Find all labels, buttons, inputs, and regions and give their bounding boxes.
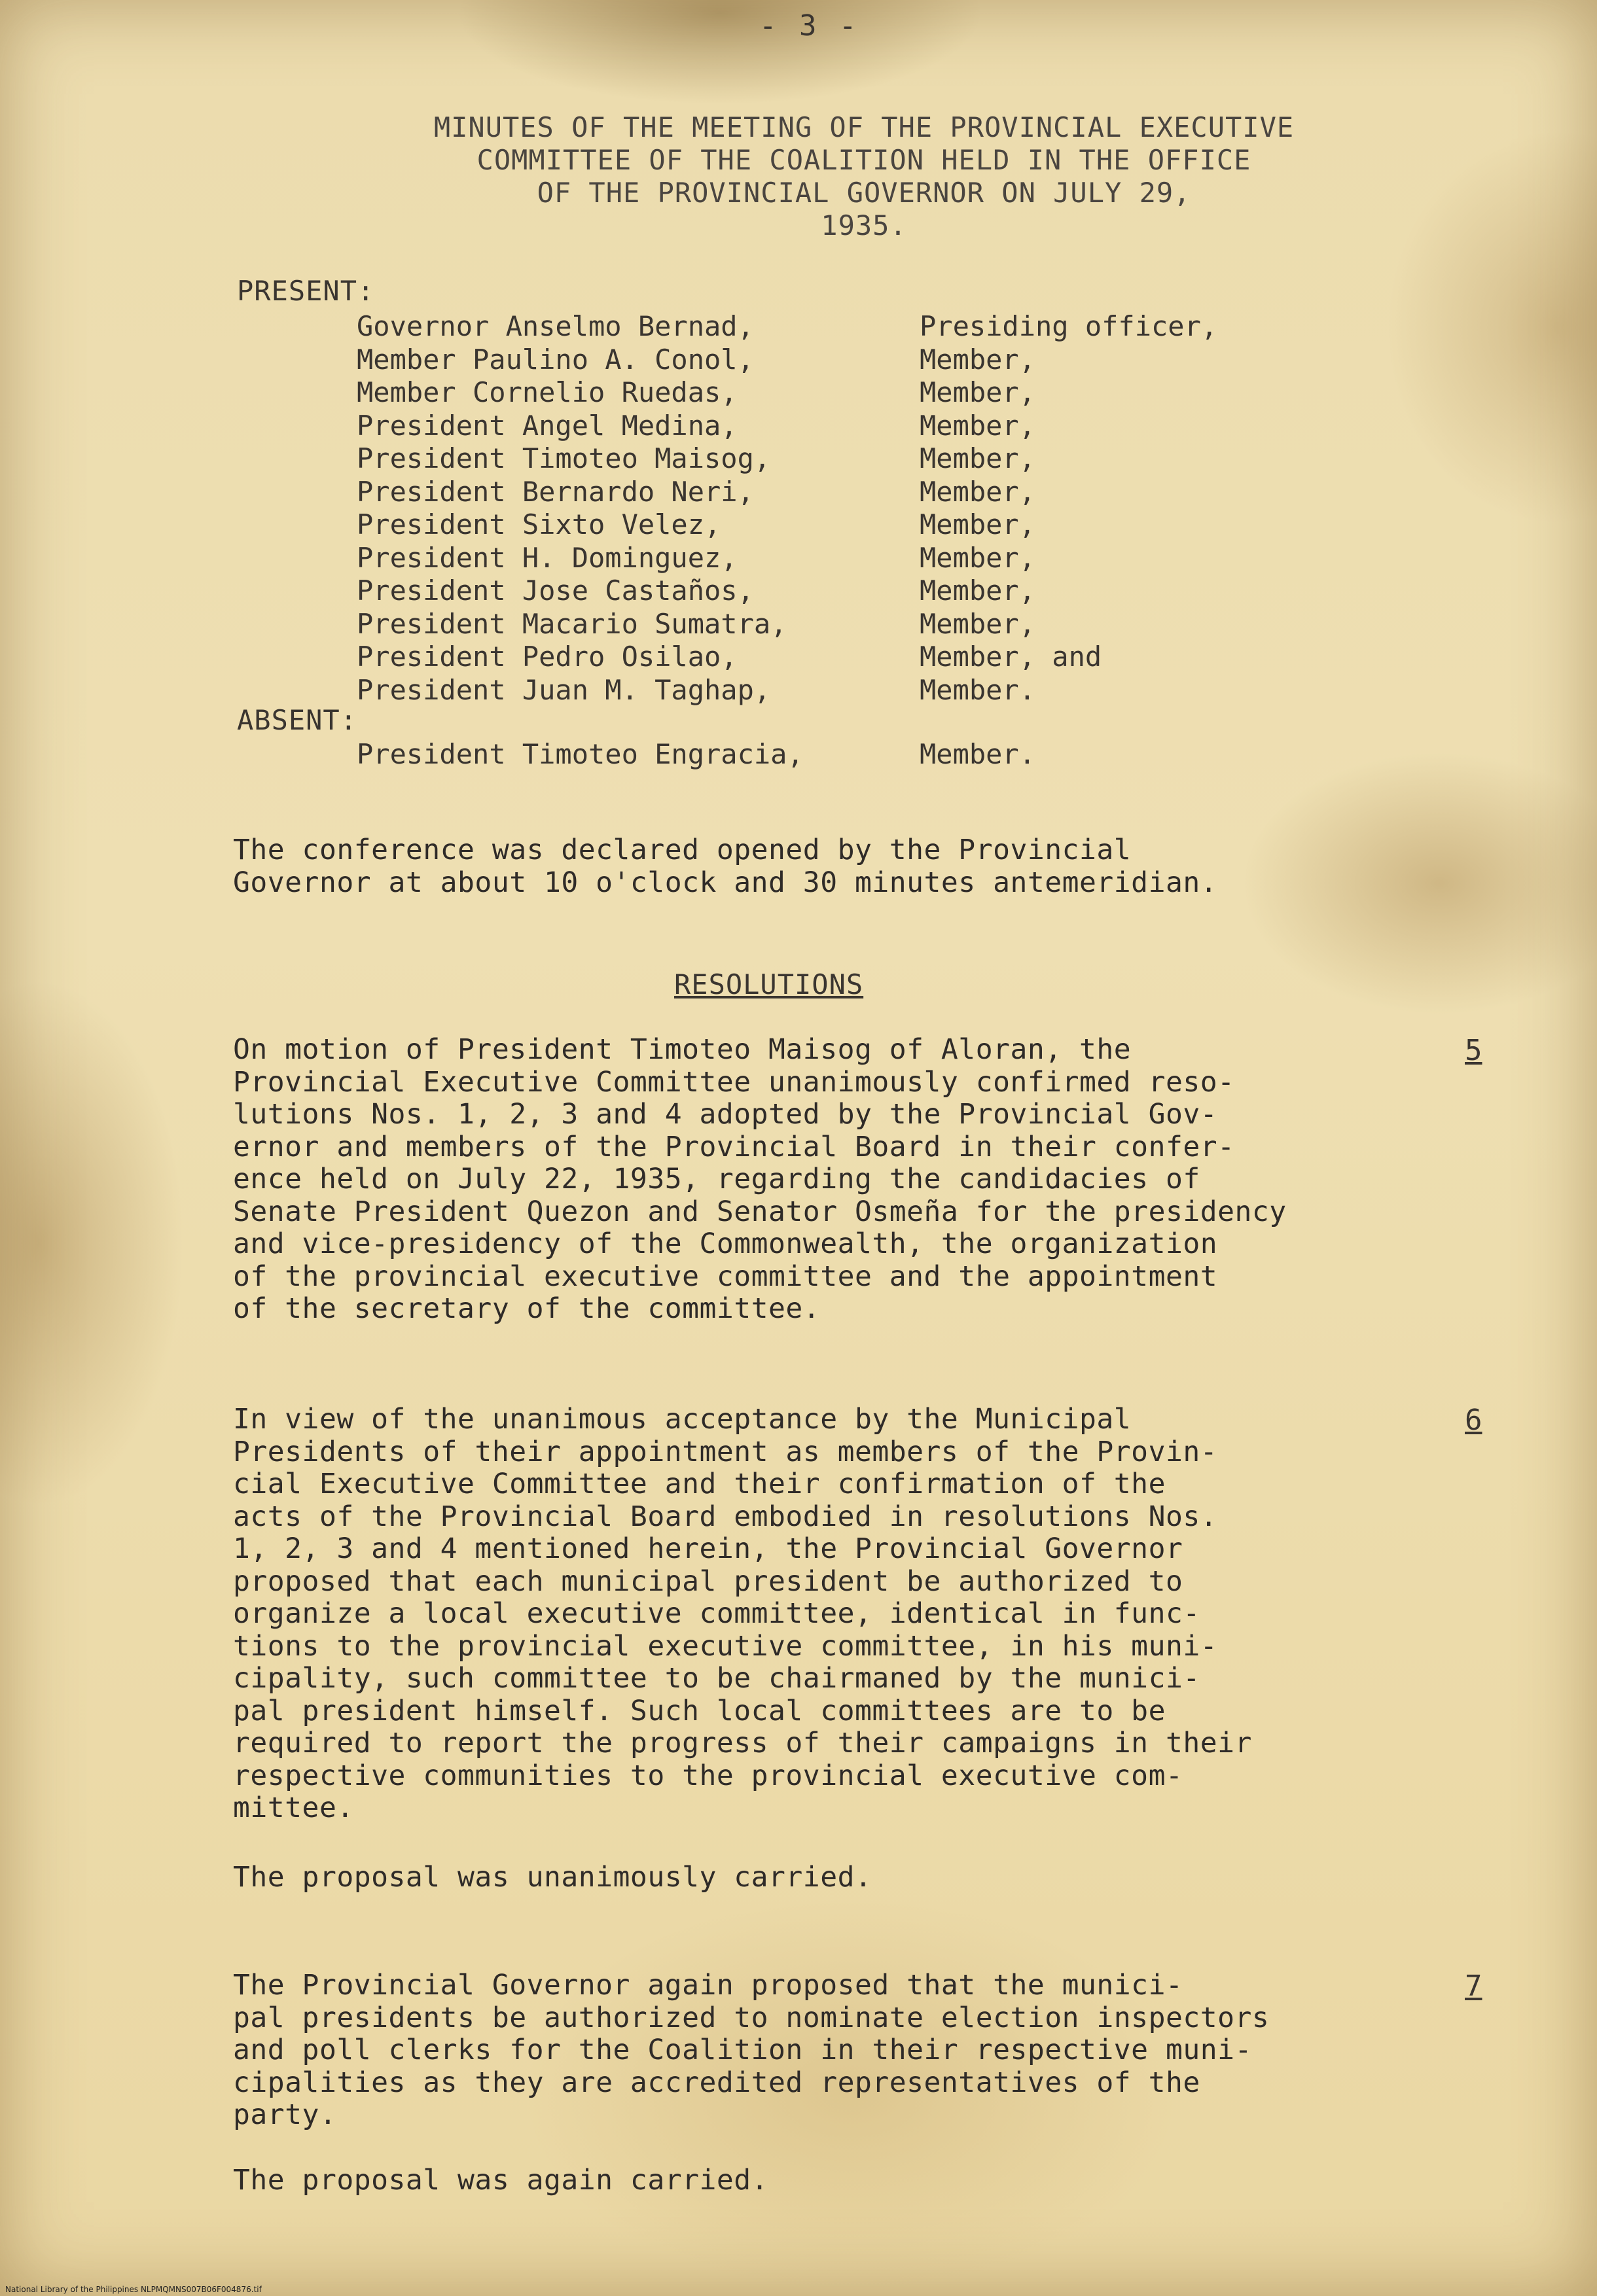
attendee-row	[357, 674, 1217, 707]
attendee-row	[357, 376, 1217, 410]
resolutions-heading: RESOLUTIONS	[674, 968, 864, 1000]
attendee-role: Member,	[920, 343, 1036, 376]
attendee-row	[357, 442, 1217, 476]
opening-paragraph: The conference was declared opened by the Provincial Governor at about 10 o'clock and 30 minutes antemeridian.	[233, 834, 1218, 899]
absentee-role: Member.	[920, 738, 1036, 770]
resolution-paragraph: In view of the unanimous acceptance by the Municipal Presidents of their appointment as members of the Provin- cial Executive Committee and their confirmation of the acts of the Provincial Board embodied in resolutions Nos. 1, 2, 3 and 4 mentioned herein, the Provincial Governor proposed that each municipal president be authorized to organize a local executive committee, identical in func- tions to the provincial executive committee, in his muni- cipality, such committee to be chairmaned by the munici- pal president himself. Such local committees are to be required to report the progress of their campaigns in their respective communities to the provincial executive com- mittee.	[233, 1403, 1252, 1824]
absentee-row	[357, 738, 1035, 771]
attendee-name: Member Paulino A. Conol,	[357, 343, 754, 376]
resolution-result: The proposal was again carried.	[233, 2164, 769, 2197]
attendee-row	[357, 344, 1217, 377]
attendee-role: Member,	[920, 442, 1036, 474]
absent-list	[357, 738, 1035, 771]
attendee-name: President Pedro Osilao,	[357, 641, 738, 673]
attendee-row	[357, 542, 1217, 575]
attendee-role: Member,	[920, 475, 1036, 508]
archive-footer: National Library of the Philippines NLPMQMNS007B06F004876.tif	[5, 2285, 262, 2294]
absentee-name: President Timoteo Engracia,	[357, 738, 804, 770]
attendee-name: President Sixto Velez,	[357, 508, 721, 540]
attendee-name: Governor Anselmo Bernad,	[357, 310, 754, 342]
attendee-name: President Macario Sumatra,	[357, 607, 787, 640]
attendee-role: Member,	[920, 376, 1036, 408]
attendee-role: Presiding officer,	[920, 310, 1218, 342]
attendee-name: President Bernardo Neri,	[357, 475, 754, 508]
attendee-row	[357, 574, 1217, 608]
attendee-name: President Juan M. Taghap,	[357, 673, 771, 706]
attendee-row	[357, 410, 1217, 443]
attendee-row	[357, 508, 1217, 542]
resolution-number: 7	[1465, 1969, 1482, 2003]
attendee-role: Member, and	[920, 641, 1102, 673]
resolution-paragraph: The Provincial Governor again proposed that the munici- pal presidents be authorized to nominate election inspectors and poll clerks for the Coalition in their respective muni- cipalities as they are accredited representatives of the party.	[233, 1969, 1270, 2131]
resolution-number: 5	[1465, 1034, 1482, 1067]
document-title: MINUTES OF THE MEETING OF THE PROVINCIAL EXECUTIVE COMMITTEE OF THE COALITION HELD IN THE OFFICE OF THE PROVINCIAL GOVERNOR ON JULY 29, 1935.	[433, 111, 1295, 241]
attendee-name: President Jose Castaños,	[357, 574, 754, 607]
present-list	[357, 310, 1217, 707]
resolution-number: 6	[1465, 1404, 1482, 1437]
attendee-role: Member.	[920, 673, 1036, 706]
attendee-name: President Angel Medina,	[357, 409, 738, 442]
attendee-name: President H. Dominguez,	[357, 541, 738, 574]
attendee-name: President Timoteo Maisog,	[357, 442, 771, 474]
attendee-role: Member,	[920, 508, 1036, 540]
attendee-role: Member,	[920, 574, 1036, 607]
absent-label: ABSENT:	[237, 704, 358, 736]
attendee-role: Member,	[920, 409, 1036, 442]
attendee-role: Member,	[920, 607, 1036, 640]
attendee-row	[357, 310, 1217, 344]
attendee-role: Member,	[920, 541, 1036, 574]
present-label: PRESENT:	[237, 275, 375, 307]
resolution-paragraph: On motion of President Timoteo Maisog of Aloran, the Provincial Executive Committee unanimously confirmed reso- lutions Nos. 1, 2, 3 and 4 adopted by the Provincial Gov- ernor and members of the Provincial Board in their confer- ence held on July 22, 1935, regarding the candidacies of Senate President Quezon and Senator Osmeña for the presidency and vice-presidency of the Commonwealth, the organization of the provincial executive committee and the appointment of the secretary of the committee.	[233, 1033, 1287, 1325]
page-number: - 3 -	[759, 9, 859, 43]
attendee-row	[357, 608, 1217, 641]
attendee-name: Member Cornelio Ruedas,	[357, 376, 738, 408]
resolution-result: The proposal was unanimously carried.	[233, 1861, 872, 1894]
attendee-row	[357, 641, 1217, 674]
attendee-row	[357, 476, 1217, 509]
